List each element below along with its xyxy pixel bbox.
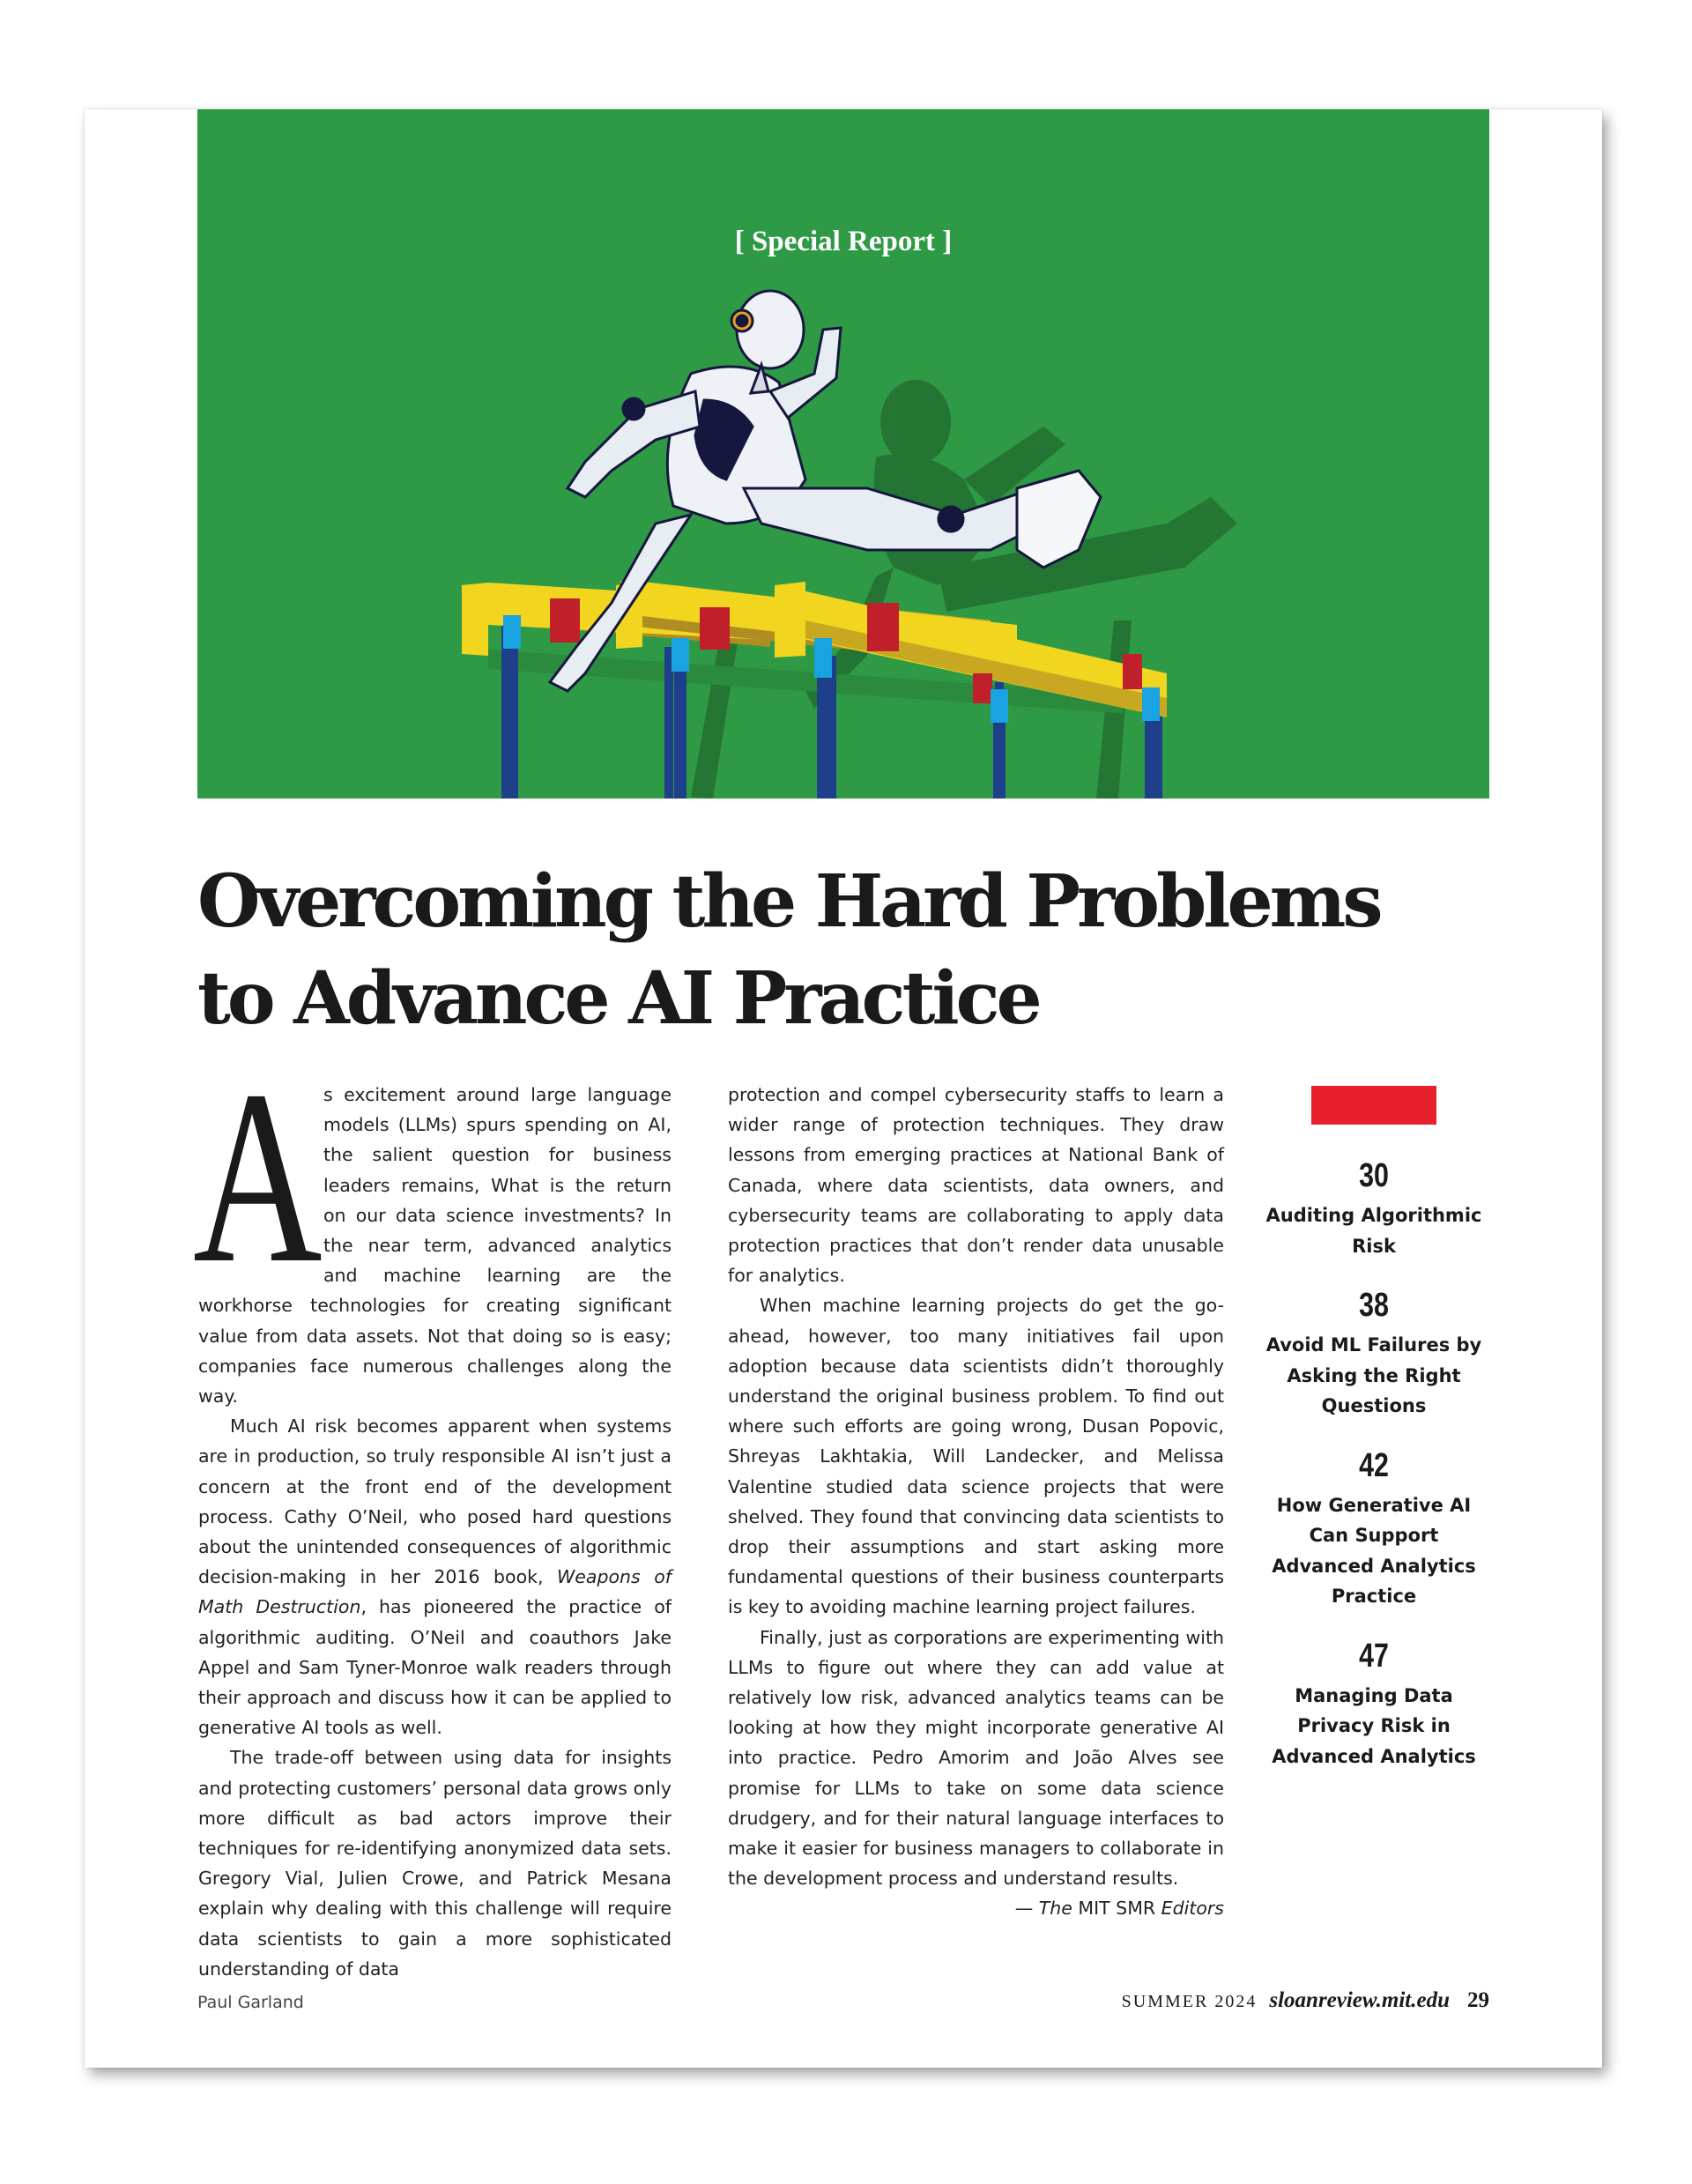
accent-bar <box>1311 1086 1436 1125</box>
paragraph: Finally, just as corporations are experimenting with LLMs to figure out where they can add value at relatively low risk, advanced analytics teams can be looking at how they might incorporate generative AI into practice. Pedro Amorim and João Alves see promise for LLMs to take on some data science drudgery, and for their natural language interfaces to make it easier for business managers to collaborate in the development process and understand results. <box>728 1626 1224 1890</box>
toc-title: Avoid ML Failures by Asking the Right Questions <box>1265 1334 1482 1416</box>
toc-page-number: 30 <box>1359 1157 1389 1194</box>
paragraph-text: , has pioneered the practice of algorithmic auditing. O’Neil and coauthors Jake Appel and Sam Tyner-Monroe walk readers through their approach and discuss how it can be applied to generative AI tools as well. <box>198 1596 672 1739</box>
page-footer <box>1122 1988 1489 2013</box>
toc-item[interactable] <box>1260 1446 1488 1612</box>
signoff-dash: — The <box>1014 1898 1072 1920</box>
hero-illustration <box>197 109 1489 799</box>
illustration-credit: Paul Garland <box>197 1993 304 2012</box>
signoff-publication: MIT SMR <box>1072 1898 1161 1920</box>
headline-line-2: to Advance AI Practice <box>197 956 1039 1041</box>
editors-signoff <box>728 1893 1224 1923</box>
paragraph <box>198 1411 672 1742</box>
contents-sidebar <box>1260 1086 1488 1796</box>
page-number: 29 <box>1467 1988 1489 2012</box>
toc-page-number: 38 <box>1359 1287 1389 1324</box>
toc-title: How Generative AI Can Support Advanced Analytics Practice <box>1272 1494 1476 1607</box>
body-column-1 <box>193 1039 672 1984</box>
toc-title: Auditing Algorithmic Risk <box>1265 1205 1482 1257</box>
toc-page-number: 47 <box>1359 1637 1389 1675</box>
issue-label: SUMMER 2024 <box>1121 1992 1258 2011</box>
drop-cap: A <box>193 1039 323 1314</box>
special-report-kicker: [ Special Report ] <box>734 226 953 257</box>
toc-page-number: 42 <box>1359 1446 1389 1484</box>
headline-line-1: Overcoming the Hard Problems <box>197 859 1380 944</box>
paragraph-text: Much AI risk becomes apparent when systems are in production, so truly responsible AI isn’t just a concern at the front end of the development process. Cathy O’Neil, who posed hard questions about the unintended consequences of algorithmic decision-making in her 2016 book, <box>198 1415 672 1588</box>
book-title: Weapons of Math Destruction <box>198 1566 672 1618</box>
body-column-2 <box>728 1080 1224 1924</box>
signoff-editors: Editors <box>1161 1898 1224 1920</box>
paragraph: When machine learning projects do get the go-ahead, however, too many initiatives fail upon adoption because data scientists didn’t thoroughly understand the original business problem. To find out where such efforts are going wrong, Dusan Popovic, Shreyas Lakhtakia, Will Landecker, and Melissa Valentine studied data science projects that were shelved. They found that convincing data scientists to drop their assumptions and start asking more fundamental questions of their business counterparts is key to avoiding machine learning project failures. <box>728 1295 1224 1618</box>
toc-title: Managing Data Privacy Risk in Advanced Analytics <box>1272 1684 1476 1767</box>
paragraph: protection and compel cybersecurity staffs to learn a wider range of protection techniques. They draw lessons from emerging practices at National Bank of Canada, where data scientists, data owners, and cybersecurity teams are collaborating to apply data protection practices that don’t render data unusable for analytics. <box>728 1084 1224 1287</box>
paragraph: s excitement around large language models (LLMs) spurs spending on AI, the salient question for business leaders remains, What is the return on our data science investments? In the near term, advanced analytics and machine learning are the workhorse technologies for creating significant value from data assets. Not that doing so is easy; companies face numerous challenges along the way. <box>198 1084 672 1408</box>
toc-item[interactable] <box>1260 1637 1488 1772</box>
toc-item[interactable] <box>1260 1156 1488 1261</box>
website-link[interactable]: sloanreview.mit.edu <box>1269 1988 1450 2012</box>
paragraph: The trade-off between using data for insights and protecting customers’ personal data grows only more difficult as bad actors improve their techniques for re-identifying anonymized data sets. Gregory Vial, Julien Crowe, and Patrick Mesana explain why dealing with this challenge will require data scientists to gain a more sophisticated understanding of data <box>198 1747 672 1980</box>
article-headline <box>197 853 1502 1047</box>
toc-item[interactable] <box>1260 1286 1488 1422</box>
robot-hurdles-illustration <box>197 109 1489 799</box>
